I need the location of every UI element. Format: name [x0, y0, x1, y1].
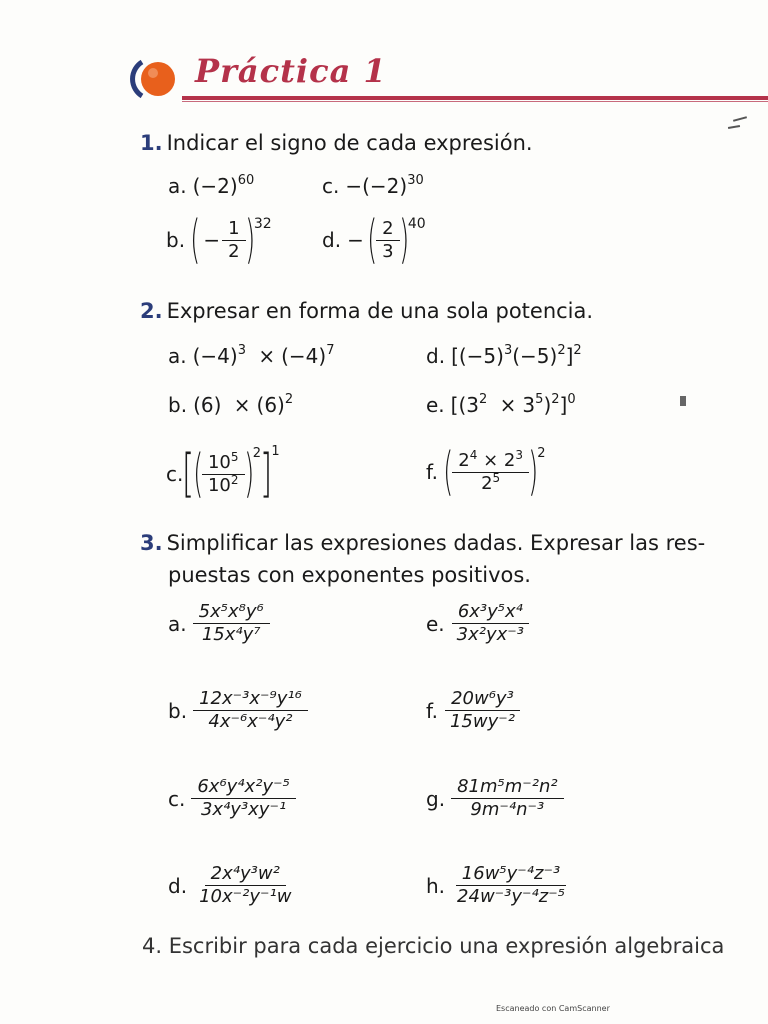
q1-heading: 1. Indicar el signo de cada expresión. — [140, 131, 533, 155]
q3-item-e: e. $\frac{\text{6x³y⁵x⁴}}{\text{3x²yx⁻³}}$ — [426, 603, 530, 644]
q3-item-f: f. $\frac{\text{20w⁶y³}}{\text{15wy⁻²}}$ — [426, 690, 521, 731]
title-rule-thin — [182, 101, 768, 102]
scan-mark — [728, 125, 740, 129]
q3-item-g: g. $\frac{\text{81m⁵m⁻²n²}}{\text{9m⁻⁴n⁻³}}$ — [426, 778, 564, 819]
q3-item-c: c. $\frac{\text{6x⁶y⁴x²y⁻⁵}}{\text{3x⁴y³xy⁻¹}}$ — [168, 778, 296, 819]
q4-cut-text: 4. Escribir para cada ejercicio una expresión algebraica — [142, 934, 725, 958]
scan-mark — [733, 116, 747, 122]
q3-heading-cont: puestas con exponentes positivos. — [168, 563, 531, 587]
q2-item-f: f. ( $\frac{2^4 \times 2^3}{2^5}$ ) 2 — [426, 442, 546, 502]
scan-mark — [680, 396, 686, 406]
q1-item-d: d. − ( $\frac{2}{3}$ ) 40 — [322, 210, 426, 270]
q1-item-a: a. $(-2)^{60}$ — [168, 173, 255, 198]
practice-logo-icon — [128, 56, 180, 102]
q3-item-h: h. $\frac{\text{16w⁵y⁻⁴z⁻³}}{\text{24w⁻³y⁻⁴z⁻⁵}}$ — [426, 863, 565, 907]
q2-item-a: a. $(-4)^3 \times (-4)^7$ — [168, 343, 335, 368]
q1-item-c: c. $-(-2)^{30}$ — [322, 173, 424, 198]
title-rule — [182, 96, 768, 100]
q2-item-b: b. $(6) \times (6)^2$ — [168, 392, 294, 417]
q2-item-e: e. $[(3^2 \times 3^5)^2]^0$ — [426, 392, 576, 417]
q3-heading: 3. Simplificar las expresiones dadas. Expresar las res- — [140, 531, 706, 555]
scanner-watermark: Escaneado con CamScanner — [496, 1004, 610, 1013]
q2-heading: 2. Expresar en forma de una sola potencia. — [140, 299, 594, 323]
q3-item-b: b. $\frac{\text{12x⁻³x⁻⁹y¹⁶}}{\text{4x⁻⁶x⁻⁴y²}}$ — [168, 690, 308, 731]
page-title: Práctica 1 — [195, 52, 387, 90]
q3-item-a: a. $\frac{\text{5x⁵x⁸y⁶}}{\text{15x⁴y⁷}}$ — [168, 603, 270, 644]
q2-item-c: c. [ ( $\frac{10^5}{10^2}$ ) 2 ] 1 — [166, 444, 280, 504]
q1-item-b: b. ( − $\frac{1}{2}$ ) 32 — [166, 210, 272, 270]
q3-item-d: d. $\frac{\text{2x⁴y³w²}}{\text{10x⁻²y⁻¹w}}$ — [168, 863, 292, 907]
q2-item-d: d. $[(-5)^3(-5)^2]^2$ — [426, 343, 582, 368]
